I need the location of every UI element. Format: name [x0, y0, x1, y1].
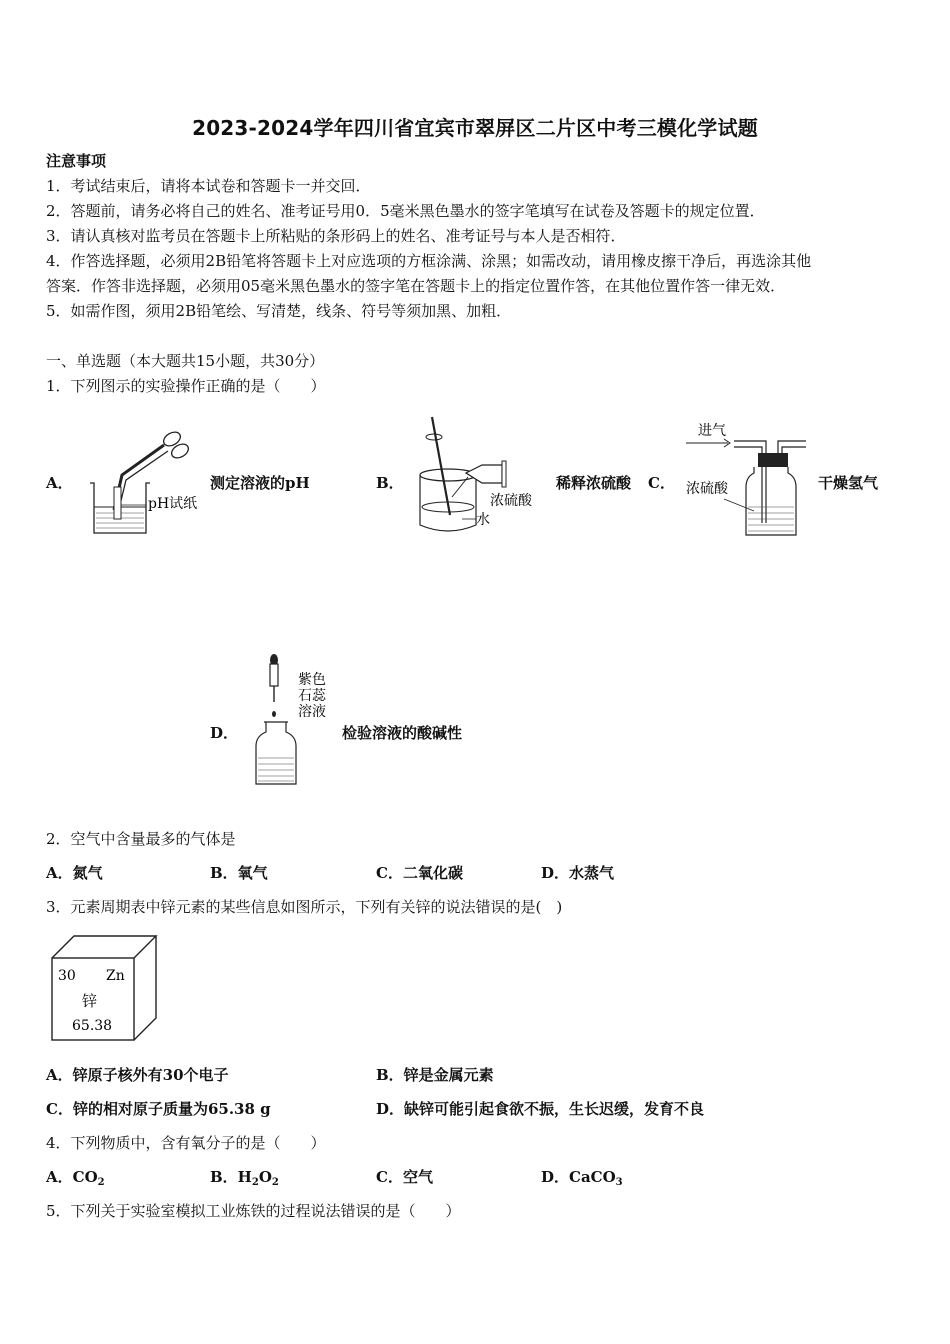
q1-d-label1: 紫色 [298, 672, 326, 688]
q1-b-label2: 水 [476, 512, 490, 528]
q2-option-d: D．水蒸气 [541, 864, 615, 882]
q1-figure-b [410, 415, 550, 540]
q1-option-d-desc: 检验溶液的酸碱性 [342, 724, 463, 742]
q3-element-card [50, 934, 162, 1044]
q4-option-a: A．$CO_2$ [46, 1168, 105, 1188]
notice-item-3: 3．请认真核对监考员在答题卡上所粘贴的条形码上的姓名、准考证号与本人是否相符． [46, 227, 626, 245]
q1-b-label1: 浓硫酸 [490, 493, 532, 509]
notice-item-1: 1．考试结束后，请将本试卷和答题卡一并交回． [46, 177, 371, 195]
q1-option-d-letter: D． [210, 724, 239, 742]
q1-option-c-desc: 干燥氢气 [818, 474, 879, 492]
q1-option-a-desc: 测定溶液的pH [210, 474, 310, 492]
q1-figure-c [684, 415, 814, 540]
q1-option-c-letter: C． [648, 474, 675, 492]
q4-option-b: B．$H_2O_2$ [210, 1168, 279, 1188]
q2-option-b: B．氧气 [210, 864, 268, 882]
q1-d-label2: 石蕊 [298, 688, 326, 704]
q5-stem: 5．下列关于实验室模拟工业炼铁的过程说法错误的是（ ） [46, 1202, 461, 1220]
q1-figure-d [246, 650, 341, 788]
q3-option-a: A．锌原子核外有30个电子 [46, 1066, 229, 1084]
notice-item-4: 4．作答选择题，必须用2B铅笔将答题卡上对应选项的方框涂满、涂黑；如需改动，请用橡皮擦干净后，再选涂其他 [46, 252, 812, 270]
q1-stem: 1．下列图示的实验操作正确的是（ ） [46, 377, 326, 395]
q1-option-a-letter: A． [46, 474, 73, 492]
q1-c-label2: 浓硫酸 [686, 481, 728, 497]
q1-d-label3: 溶液 [298, 704, 326, 720]
q2-stem: 2．空气中含量最多的气体是 [46, 830, 236, 848]
q3-option-d: D．缺锌可能引起食欲不振，生长迟缓，发育不良 [376, 1100, 705, 1118]
q1-option-b-desc: 稀释浓硫酸 [556, 474, 632, 492]
element-mass: 65.38 [72, 1018, 113, 1034]
q2-option-c: C．二氧化碳 [376, 864, 463, 882]
notice-item-2: 2．答题前，请务必将自己的姓名、准考证号用0．5毫米黑色墨水的签字笔填写在试卷及答题卡的规定位置． [46, 202, 765, 220]
q2-option-a: A．氮气 [46, 864, 103, 882]
notice-heading: 注意事项 [46, 152, 107, 170]
q4-stem: 4．下列物质中，含有氧分子的是（ ） [46, 1134, 326, 1152]
q4-option-d: D．CaCO$_3$ [541, 1168, 623, 1188]
element-name: 锌 [82, 992, 98, 1010]
element-symbol: Zn [106, 968, 125, 984]
notice-item-4-cont: 答案．作答非选择题，必须用05毫米黑色墨水的签字笔在答题卡上的指定位置作答，在其他位置作答一律无效． [46, 277, 786, 295]
q1-figure-a [84, 425, 214, 540]
section-heading: 一、单选题（本大题共15小题，共30分） [46, 352, 325, 370]
notice-item-5: 5．如需作图，须用2B铅笔绘、写清楚，线条、符号等须加黑、加粗． [46, 302, 512, 320]
q3-option-b: B．锌是金属元素 [376, 1066, 494, 1084]
element-number: 30 [58, 968, 76, 984]
q3-option-c: C．锌的相对原子质量为65.38 g [46, 1100, 271, 1118]
page-title: 2023-2024学年四川省宜宾市翠屏区二片区中考三模化学试题 [192, 116, 758, 140]
q1-a-label: pH试纸 [148, 496, 198, 512]
q1-option-b-letter: B． [376, 474, 404, 492]
q4-option-c: C．空气 [376, 1168, 433, 1186]
q3-stem: 3．元素周期表中锌元素的某些信息如图所示，下列有关锌的说法错误的是( ) [46, 898, 563, 916]
q1-c-label1: 进气 [698, 423, 726, 439]
